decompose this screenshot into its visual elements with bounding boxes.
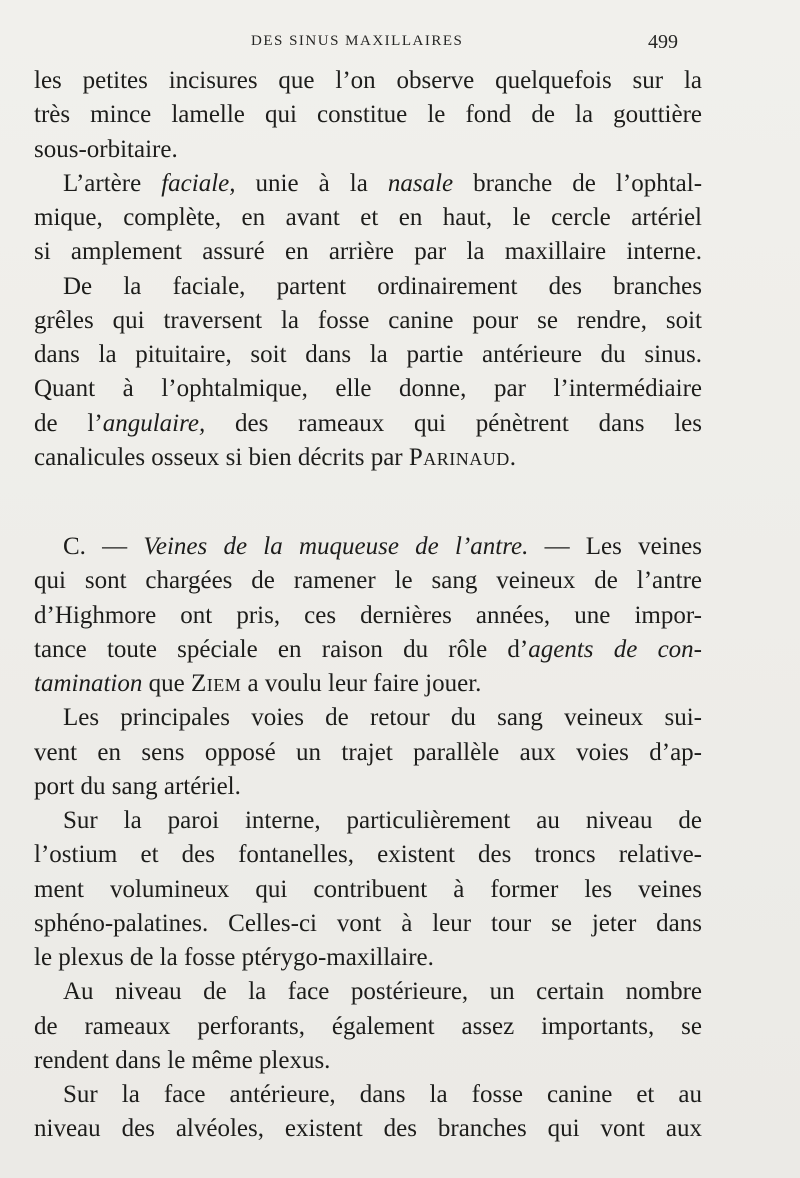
text-line: d’Highmore ont pris, ces dernières années, une impor- (34, 601, 702, 629)
text-line (34, 167, 702, 201)
text-line (34, 407, 702, 441)
text-run: que (142, 670, 191, 697)
text-line: rendent dans le même plexus. (34, 1046, 331, 1074)
text-run: . (509, 443, 517, 471)
text-line: Les principales voies de retour du sang veineux sui- (63, 704, 702, 732)
section-heading-line (34, 530, 702, 564)
text-line: le plexus de la fosse ptérygo-maxillaire. (34, 944, 434, 971)
text-line: Au niveau de la face postérieure, un certain nombre (63, 978, 702, 1006)
text-run: de l’ (34, 409, 103, 437)
text-line: si amplement assuré en arrière par la maxillaire interne. (34, 238, 702, 266)
text-line: grêles qui traversent la fosse canine pour se rendre, soit (34, 306, 702, 334)
text-run: a voulu leur faire jouer. (241, 670, 482, 697)
page-number: 499 (648, 31, 678, 53)
text-run: des rameaux qui pénètrent dans les (205, 409, 702, 437)
author-name: Ziem (190, 670, 242, 697)
text-line: l’ostium et des fontanelles, existent des troncs relative- (34, 841, 702, 869)
text-line: qui sont chargées de ramener le sang veineux de l’antre (34, 567, 702, 595)
text-line: De la faciale, partent ordinairement des branches (63, 272, 702, 300)
section-gap (34, 475, 702, 530)
body-text (34, 64, 702, 1147)
author-name: Parinaud (408, 443, 510, 471)
running-head (0, 33, 800, 55)
text-line (34, 441, 702, 475)
running-title: DES SINUS MAXILLAIRES (251, 33, 464, 49)
italic-term: tamination (34, 670, 143, 697)
text-run: tance toute spéciale en raison du rôle d’ (34, 635, 529, 663)
text-line: niveau des alvéoles, existent des branches qui vont aux (34, 1115, 702, 1143)
text-line: sphéno-palatines. Celles-ci vont à leur tour se jeter dans (34, 909, 702, 937)
text-run: canalicules osseux si bien décrits par (34, 443, 409, 471)
text-line (34, 633, 702, 667)
italic-term: agents de con- (528, 635, 702, 663)
text-line: les petites incisures que l’on observe quelquefois sur la (34, 67, 702, 94)
text-run: unie à la (235, 169, 388, 197)
text-line: vent en sens opposé un trajet parallèle aux voies d’ap- (34, 738, 702, 766)
text-line: Quant à l’ophtalmique, elle donne, par l’intermédiaire (34, 375, 702, 403)
text-run: C. — (63, 533, 144, 560)
italic-term: angulaire, (102, 409, 206, 437)
text-line: sous-orbitaire. (34, 135, 178, 163)
text-line: port du sang artériel. (34, 772, 241, 800)
text-line: Sur la paroi interne, particulièrement au niveau de (63, 807, 702, 834)
text-run: — Les veines (528, 533, 702, 560)
text-line: ment volumineux qui contribuent à former les veines (34, 875, 702, 903)
text-line (34, 667, 702, 701)
text-line: mique, complète, en avant et en haut, le cercle artériel (34, 204, 702, 231)
italic-term: nasale (387, 169, 454, 197)
text-run: L’artère (63, 169, 162, 197)
text-line: très mince lamelle qui constitue le fond de la gouttière (34, 101, 702, 129)
text-line: Sur la face antérieure, dans la fosse canine et au (63, 1081, 702, 1108)
text-run: branche de l’ophtal- (453, 169, 702, 197)
section-heading: Veines de la muqueuse de l’antre. (143, 533, 529, 560)
text-line: de rameaux perforants, également assez importants, se (34, 1012, 702, 1040)
italic-term: faciale, (161, 169, 236, 197)
text-line: dans la pituitaire, soit dans la partie antérieure du sinus. (34, 341, 702, 368)
